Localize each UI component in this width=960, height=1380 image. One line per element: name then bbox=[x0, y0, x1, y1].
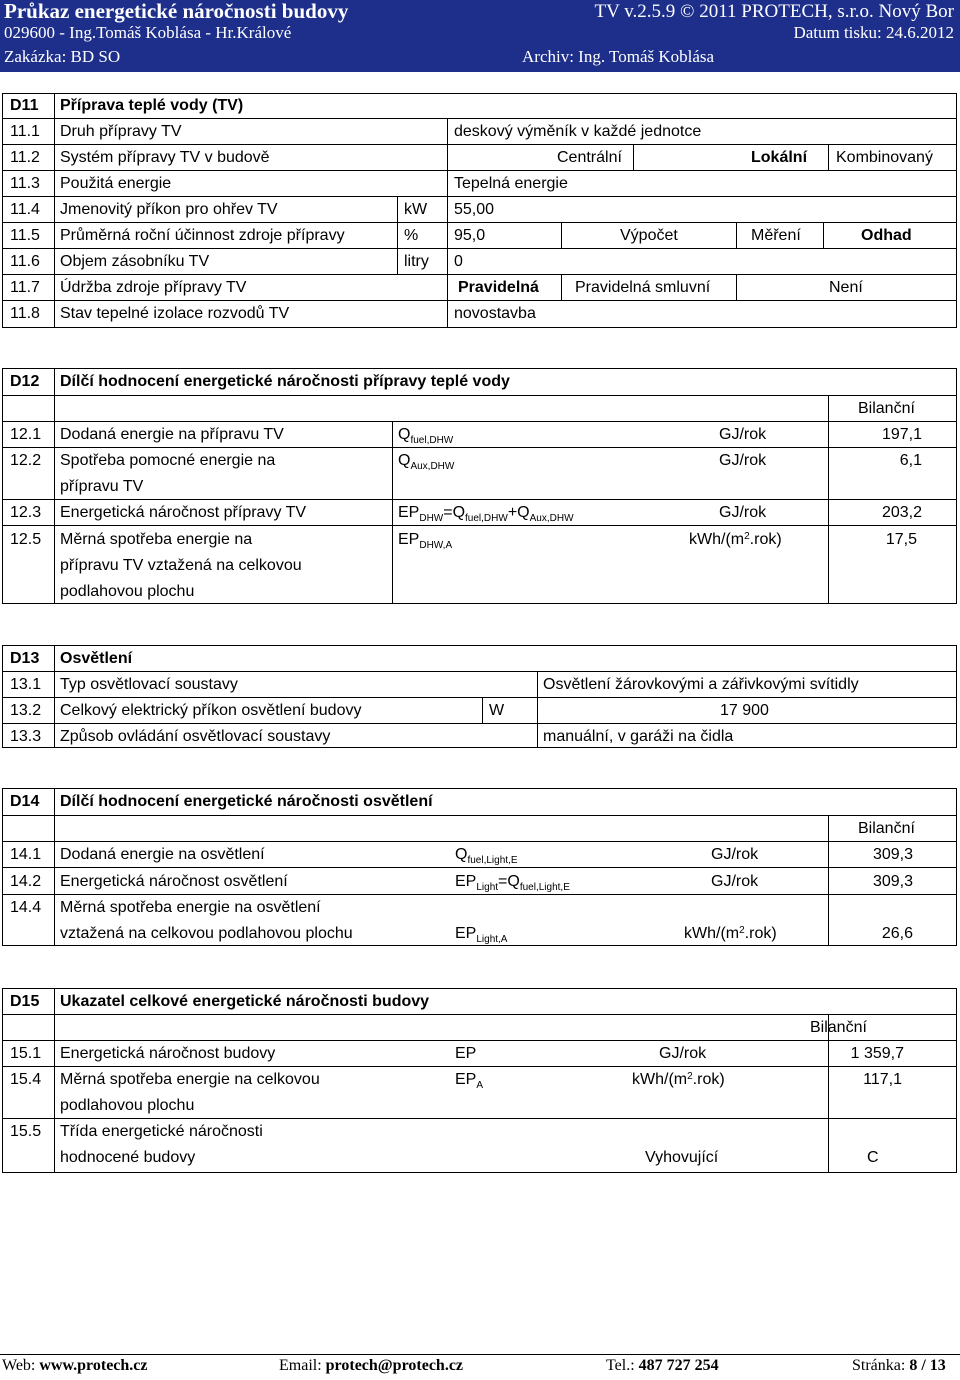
row-id: 11.2 bbox=[10, 149, 40, 166]
row-label: Typ osvětlovací soustavy bbox=[60, 676, 238, 693]
section-code: D13 bbox=[10, 650, 40, 667]
row-id: 14.1 bbox=[10, 846, 42, 863]
footer-phone: Tel.: 487 727 254 bbox=[606, 1357, 719, 1374]
print-date: Datum tisku: 24.6.2012 bbox=[793, 23, 954, 42]
row-label: Objem zásobníku TV bbox=[60, 253, 210, 270]
row-symbol: $Q_{fuel,DHW}$ bbox=[398, 426, 454, 446]
project-info: 029600 - Ing.Tomáš Koblása - Hr.Králové bbox=[4, 23, 292, 42]
row-value: manuální, v garáži na čidla bbox=[543, 728, 734, 745]
row-id: 13.1 bbox=[10, 676, 42, 693]
row-label: Druh přípravy TV bbox=[60, 123, 182, 140]
row-symbol: $EP_{DHW,A}$ bbox=[398, 531, 453, 551]
row-label: Dodaná energie na přípravu TV bbox=[60, 426, 284, 443]
energy-class: C bbox=[867, 1149, 879, 1166]
row-label: Energetická náročnost přípravy TV bbox=[60, 504, 307, 521]
row-label: Použitá energie bbox=[60, 175, 172, 192]
option-central: Centrální bbox=[557, 149, 622, 166]
row-label: Měrná spotřeba energie na bbox=[60, 531, 253, 548]
row-id: 15.4 bbox=[10, 1071, 42, 1088]
row-id: 12.3 bbox=[10, 504, 42, 521]
row-id: 11.4 bbox=[10, 201, 40, 218]
row-id: 12.5 bbox=[10, 531, 42, 548]
option-calculation: Výpočet bbox=[620, 227, 678, 244]
row-label-cont: vztažená na celkovou podlahovou plochu bbox=[60, 925, 353, 942]
energy-rating-verdict: Vyhovující bbox=[645, 1149, 719, 1166]
row-value: 1 359,7 bbox=[850, 1045, 904, 1062]
row-symbol: $Q_{Aux,DHW}$ bbox=[398, 452, 455, 472]
section-code: D11 bbox=[10, 97, 39, 114]
option-none: Není bbox=[829, 279, 863, 296]
row-value: 309,3 bbox=[872, 873, 913, 890]
row-id: 11.1 bbox=[10, 123, 40, 140]
row-unit: GJ/rok bbox=[711, 846, 759, 863]
row-id: 13.2 bbox=[10, 702, 42, 719]
row-id: 11.3 bbox=[10, 175, 40, 192]
row-label: Průměrná roční účinnost zdroje přípravy bbox=[60, 227, 345, 244]
row-unit: GJ/rok bbox=[659, 1045, 707, 1062]
row-label-cont: podlahovou plochu bbox=[60, 583, 195, 600]
section-title: Příprava teplé vody (TV) bbox=[60, 97, 244, 114]
row-value: 17,5 bbox=[885, 531, 917, 548]
row-label: Celkový elektrický příkon osvětlení budovy bbox=[60, 702, 362, 719]
row-value: deskový výměník v každé jednotce bbox=[454, 123, 702, 140]
row-id: 12.2 bbox=[10, 452, 42, 469]
row-value: 309,3 bbox=[872, 846, 913, 863]
footer-email[interactable]: Email: protech@protech.cz bbox=[279, 1357, 464, 1374]
row-label: Způsob ovládání osvětlovací soustavy bbox=[60, 728, 331, 745]
row-id: 11.5 bbox=[10, 227, 40, 244]
row-id: 11.7 bbox=[10, 279, 40, 296]
option-estimate-selected: Odhad bbox=[861, 227, 912, 244]
row-label: Dodaná energie na osvětlení bbox=[60, 846, 265, 863]
row-label-cont: podlahovou plochu bbox=[60, 1097, 195, 1114]
row-unit: GJ/rok bbox=[719, 504, 767, 521]
row-label: Měrná spotřeba energie na osvětlení bbox=[60, 899, 321, 916]
row-label: Měrná spotřeba energie na celkovou bbox=[60, 1071, 320, 1088]
software-version: TV v.2.5.9 © 2011 PROTECH, s.r.o. Nový Bor bbox=[594, 1, 954, 22]
report-header bbox=[0, 0, 960, 72]
row-label: Systém přípravy TV v budově bbox=[60, 149, 270, 166]
row-symbol: EP bbox=[455, 1045, 477, 1062]
row-unit: litry bbox=[404, 253, 429, 270]
row-id: 15.5 bbox=[10, 1123, 42, 1140]
row-value: 26,6 bbox=[881, 925, 913, 942]
row-label: Spotřeba pomocné energie na bbox=[60, 452, 276, 469]
report-title: Průkaz energetické náročnosti budovy bbox=[4, 0, 349, 23]
row-unit: GJ/rok bbox=[719, 452, 767, 469]
section-code: D15 bbox=[10, 993, 40, 1010]
row-label: Třída energetické náročnosti bbox=[60, 1123, 263, 1140]
option-local-selected: Lokální bbox=[751, 149, 808, 166]
row-value: Osvětlení žárovkovými a zářivkovými svítidly bbox=[543, 676, 859, 693]
row-label: Jmenovitý příkon pro ohřev TV bbox=[60, 201, 278, 218]
row-id: 13.3 bbox=[10, 728, 42, 745]
row-label-cont: přípravu TV bbox=[60, 478, 144, 495]
section-title: Dílčí hodnocení energetické náročnosti přípravy teplé vody bbox=[60, 373, 510, 390]
row-id: 15.1 bbox=[10, 1045, 42, 1062]
section-title: Osvětlení bbox=[60, 650, 133, 667]
row-value: novostavba bbox=[454, 305, 536, 322]
row-unit: W bbox=[489, 702, 505, 719]
row-label: Energetická náročnost budovy bbox=[60, 1045, 276, 1062]
row-value: 55,00 bbox=[454, 201, 495, 218]
row-label-cont: hodnocené budovy bbox=[60, 1149, 196, 1166]
option-combined: Kombinovaný bbox=[836, 149, 933, 166]
option-regular-selected: Pravidelná bbox=[458, 279, 539, 296]
row-id: 14.4 bbox=[10, 899, 42, 916]
row-value: 117,1 bbox=[863, 1071, 902, 1088]
section-code: D14 bbox=[10, 793, 40, 810]
section-title: Dílčí hodnocení energetické náročnosti osvětlení bbox=[60, 793, 433, 810]
column-header-balance: Bilanční bbox=[858, 400, 915, 417]
row-unit: % bbox=[404, 227, 419, 244]
row-unit: kWh/$(m^2.rok)$ bbox=[684, 925, 777, 942]
footer-web[interactable]: Web: www.protech.cz bbox=[2, 1357, 148, 1374]
order-info: Zakázka: BD SO bbox=[4, 47, 121, 66]
row-value: 6,1 bbox=[899, 452, 922, 469]
row-value: 95,0 bbox=[454, 227, 486, 244]
row-label: Údržba zdroje přípravy TV bbox=[60, 279, 247, 296]
row-id: 14.2 bbox=[10, 873, 42, 890]
row-value: 0 bbox=[454, 253, 463, 270]
row-unit: GJ/rok bbox=[711, 873, 759, 890]
row-unit: kWh/$(m^2.rok)$ bbox=[632, 1071, 725, 1088]
row-symbol: $EP_A$ bbox=[455, 1071, 484, 1091]
row-symbol: $Q_{fuel,Light,E}$ bbox=[455, 846, 518, 866]
row-unit: kWh/$(m^2.rok)$ bbox=[689, 531, 782, 548]
row-formula: $EP_{DHW}=Q_{fuel,DHW}+Q_{Aux,DHW}$ bbox=[398, 504, 574, 524]
footer-page-number: Stránka: 8 / 13 bbox=[852, 1357, 946, 1374]
column-header-balance: Bilanční bbox=[810, 1019, 867, 1036]
row-id: 11.6 bbox=[10, 253, 40, 270]
row-symbol: $EP_{Light,A}$ bbox=[455, 925, 508, 945]
row-id: 11.8 bbox=[10, 305, 40, 322]
row-formula: $EP_{Light}=Q_{fuel,Light,E}$ bbox=[455, 873, 570, 893]
archive-info: Archiv: Ing. Tomáš Koblása bbox=[522, 47, 715, 66]
row-label: Stav tepelné izolace rozvodů TV bbox=[60, 305, 290, 322]
row-unit: kW bbox=[404, 201, 428, 218]
row-value: Tepelná energie bbox=[454, 175, 568, 192]
option-measurement: Měření bbox=[751, 227, 801, 244]
row-id: 12.1 bbox=[10, 426, 42, 443]
section-code: D12 bbox=[10, 373, 40, 390]
option-regular-contract: Pravidelná smluvní bbox=[575, 279, 711, 296]
column-header-balance: Bilanční bbox=[858, 820, 915, 837]
row-unit: GJ/rok bbox=[719, 426, 767, 443]
row-label-cont: přípravu TV vztažená na celkovou bbox=[60, 557, 302, 574]
row-value: 17 900 bbox=[720, 702, 769, 719]
row-value: 197,1 bbox=[881, 426, 922, 443]
row-label: Energetická náročnost osvětlení bbox=[60, 873, 288, 890]
row-value: 203,2 bbox=[881, 504, 922, 521]
section-title: Ukazatel celkové energetické náročnosti budovy bbox=[60, 993, 430, 1010]
